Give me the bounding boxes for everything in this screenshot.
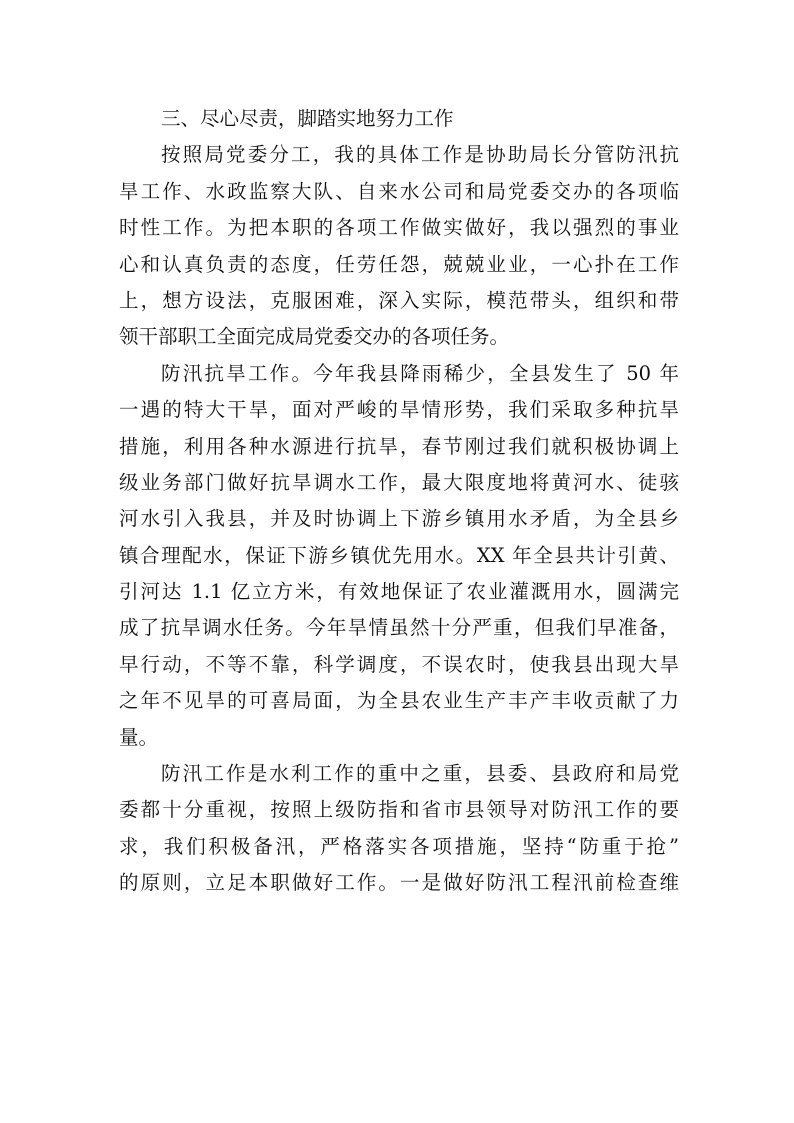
- text-line: 时性工作。为把本职的各项工作做实做好，我以强烈的事业: [119, 216, 679, 240]
- text-line: 河水引入我县，并及时协调上下游乡镇用水矛盾，为全县乡: [119, 507, 679, 531]
- text-line: 镇合理配水，保证下游乡镇优先用水。XX 年全县共计引黄、: [119, 543, 679, 567]
- text-line: 引河达 1.1 亿立方米，有效地保证了农业灌溉用水，圆满完: [119, 580, 679, 604]
- text-line: 委都十分重视，按照上级防指和省市县领导对防汛工作的要: [119, 798, 679, 822]
- text-line: 防汛工作是水利工作的重中之重，县委、县政府和局党: [161, 762, 679, 786]
- section-heading: 三、尽心尽责，脚踏实地努力工作: [161, 107, 454, 130]
- text-line: 领干部职工全面完成局党委交办的各项任务。: [119, 325, 510, 349]
- text-line: 成了抗旱调水任务。今年旱情虽然十分严重，但我们早准备，: [119, 616, 679, 640]
- paragraph-flood-control: [119, 756, 679, 902]
- text-line: 措施，利用各种水源进行抗旱，春节刚过我们就积极协调上: [119, 434, 679, 458]
- document-body: [119, 101, 679, 902]
- paragraph-drought-relief: [119, 356, 679, 756]
- text-line: 量。: [119, 725, 159, 749]
- text-line: 上，想方设法，克服困难，深入实际，模范带头，组织和带: [119, 288, 679, 312]
- text-line: 一遇的特大干旱，面对严峻的旱情形势，我们采取多种抗旱: [119, 398, 679, 422]
- text-line: 防汛抗旱工作。今年我县降雨稀少，全县发生了 50 年: [161, 361, 679, 385]
- text-line: 心和认真负责的态度，任劳任怨，兢兢业业，一心扑在工作: [119, 252, 679, 276]
- text-line: 早行动，不等不靠，科学调度，不误农时，使我县出现大旱: [119, 652, 679, 676]
- text-line: 级业务部门做好抗旱调水工作，最大限度地将黄河水、徒骇: [119, 470, 679, 494]
- text-line: 旱工作、水政监察大队、自来水公司和局党委交办的各项临: [119, 179, 679, 203]
- text-line: 按照局党委分工，我的具体工作是协助局长分管防汛抗: [161, 143, 679, 167]
- text-line: 求，我们积极备汛，严格落实各项措施，坚持“防重于抢”: [119, 834, 679, 858]
- text-line: 之年不见旱的可喜局面，为全县农业生产丰产丰收贡献了力: [119, 689, 679, 713]
- paragraph-duties: [119, 137, 679, 355]
- text-line: 的原则，立足本职做好工作。一是做好防汛工程汛前检查维: [119, 871, 679, 895]
